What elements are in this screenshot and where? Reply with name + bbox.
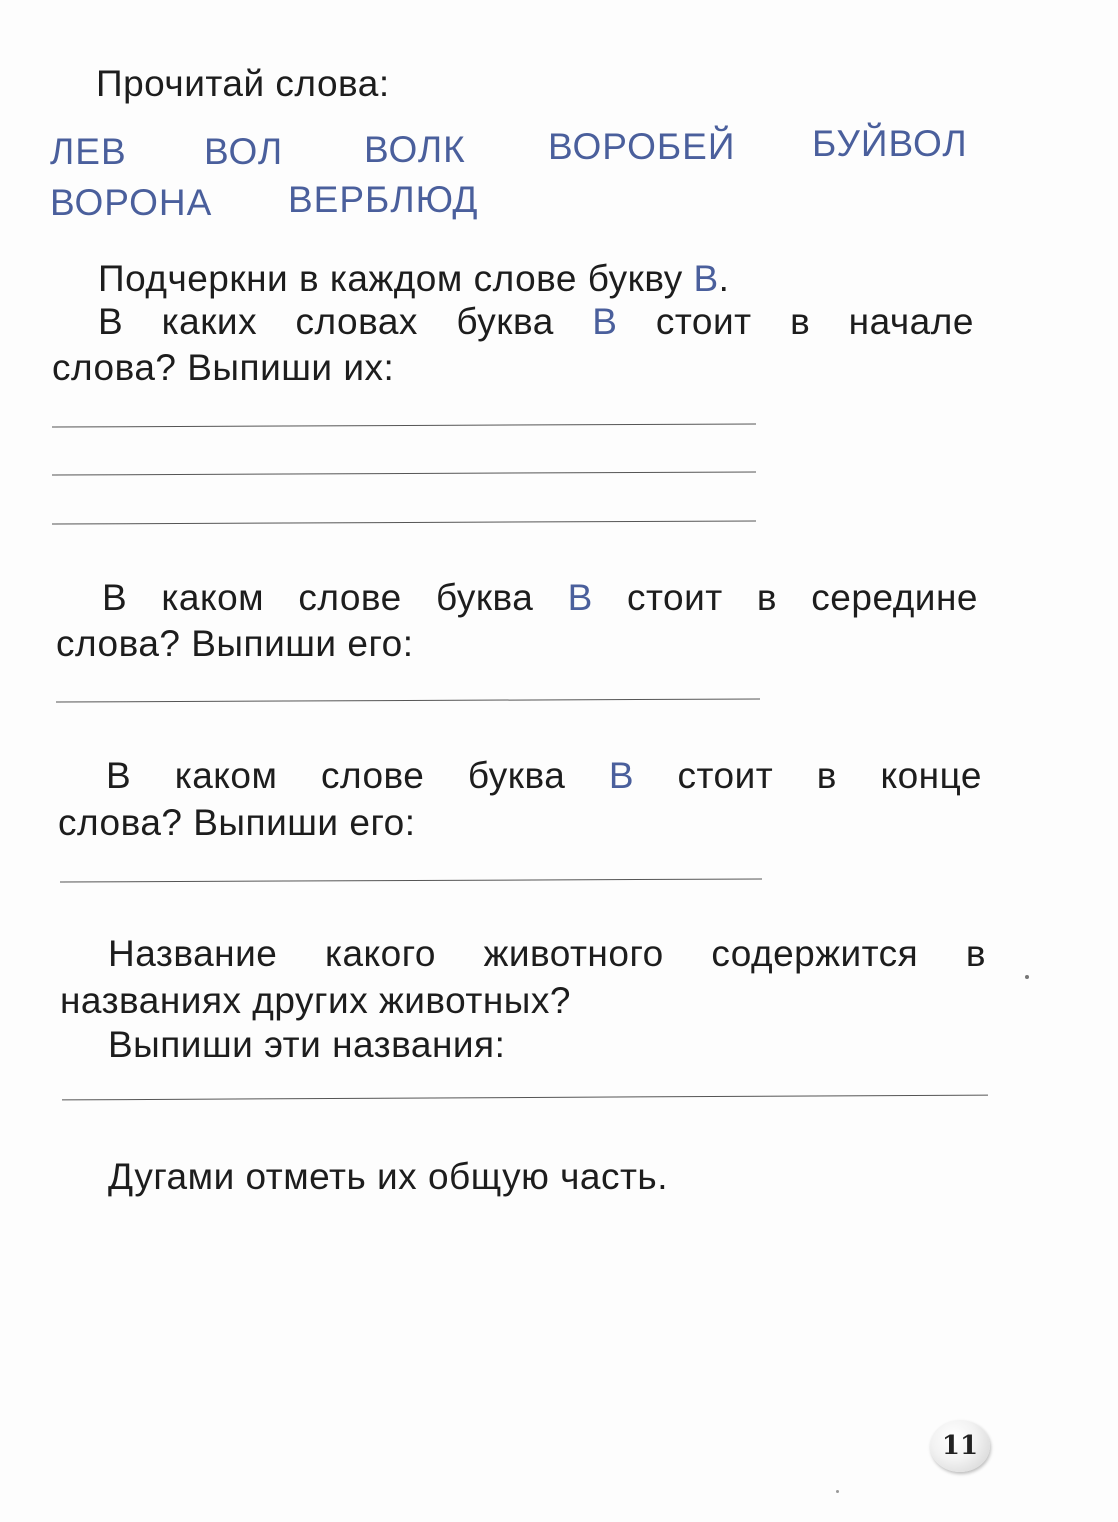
task-animal-question-line1 [108,932,986,976]
q-word: слове [320,755,425,796]
answer-line[interactable] [52,423,756,427]
q-word: стоит [655,301,752,342]
q-word: начале [848,301,974,342]
q-word: в [790,301,811,342]
q-word: стоит [626,577,723,618]
q-word: В [106,755,132,796]
q-word: словах [295,301,418,342]
scan-speck [1025,975,1029,979]
task-arcs-instruction: Дугами отметь их общую часть. [108,1156,668,1197]
highlight-letter: В [608,755,634,796]
q-word: В [98,301,124,342]
task-middle-question-line2: слова? Выпиши его: [56,623,414,664]
q-word: каких [161,301,258,342]
q-word: Название [108,933,278,974]
word-vorona: ВОРОНА [50,182,213,223]
task-middle-question-line1 [102,576,978,620]
task-animal-question-line2: названиях других животных? [60,980,571,1021]
answer-line[interactable] [52,520,756,524]
q-word: слове [298,577,402,618]
task-underline-text: Подчеркни в каждом слове букву [98,258,694,299]
task-underline-period: . [718,258,730,299]
q-word: стоит [677,755,774,796]
q-word: середине [811,577,978,618]
scan-speck [836,1490,839,1493]
q-word: В [102,577,128,618]
task-animal-question-line3: Выпиши эти названия: [108,1024,506,1065]
q-word: какого [324,933,436,974]
task-end-question-line2: слова? Выпиши его: [58,802,416,843]
q-word: буква [435,577,534,618]
task-underline-instruction [98,257,729,301]
q-word: конце [880,755,982,796]
task-start-question-line2: слова? Выпиши их: [52,347,395,388]
intro-instruction: Прочитай слова: [96,63,390,104]
word-lev: ЛЕВ [50,131,127,172]
task-start-question-line1 [98,300,974,344]
q-word: буква [467,755,566,796]
q-word: каком [174,755,278,796]
word-verblyud: ВЕРБЛЮД [288,179,479,220]
q-word: в [965,933,986,974]
word-vol: ВОЛ [204,131,284,172]
highlight-letter: В [693,258,719,299]
q-word: в [816,755,837,796]
word-vorobey: ВОРОБЕЙ [548,126,736,167]
answer-line[interactable] [62,1095,988,1101]
task-end-question-line1 [106,754,982,798]
answer-line[interactable] [56,698,760,702]
page-number: 11 [930,1420,990,1472]
highlight-letter: В [567,577,593,618]
q-word: животного [483,933,664,974]
highlight-letter: В [592,301,618,342]
q-word: каком [161,577,265,618]
answer-line[interactable] [52,471,756,475]
q-word: буква [456,301,554,342]
q-word: содержится [711,933,919,974]
word-buyvol: БУЙВОЛ [812,123,968,164]
q-word: в [756,577,778,618]
word-volk: ВОЛК [364,129,466,170]
answer-line[interactable] [60,878,762,882]
